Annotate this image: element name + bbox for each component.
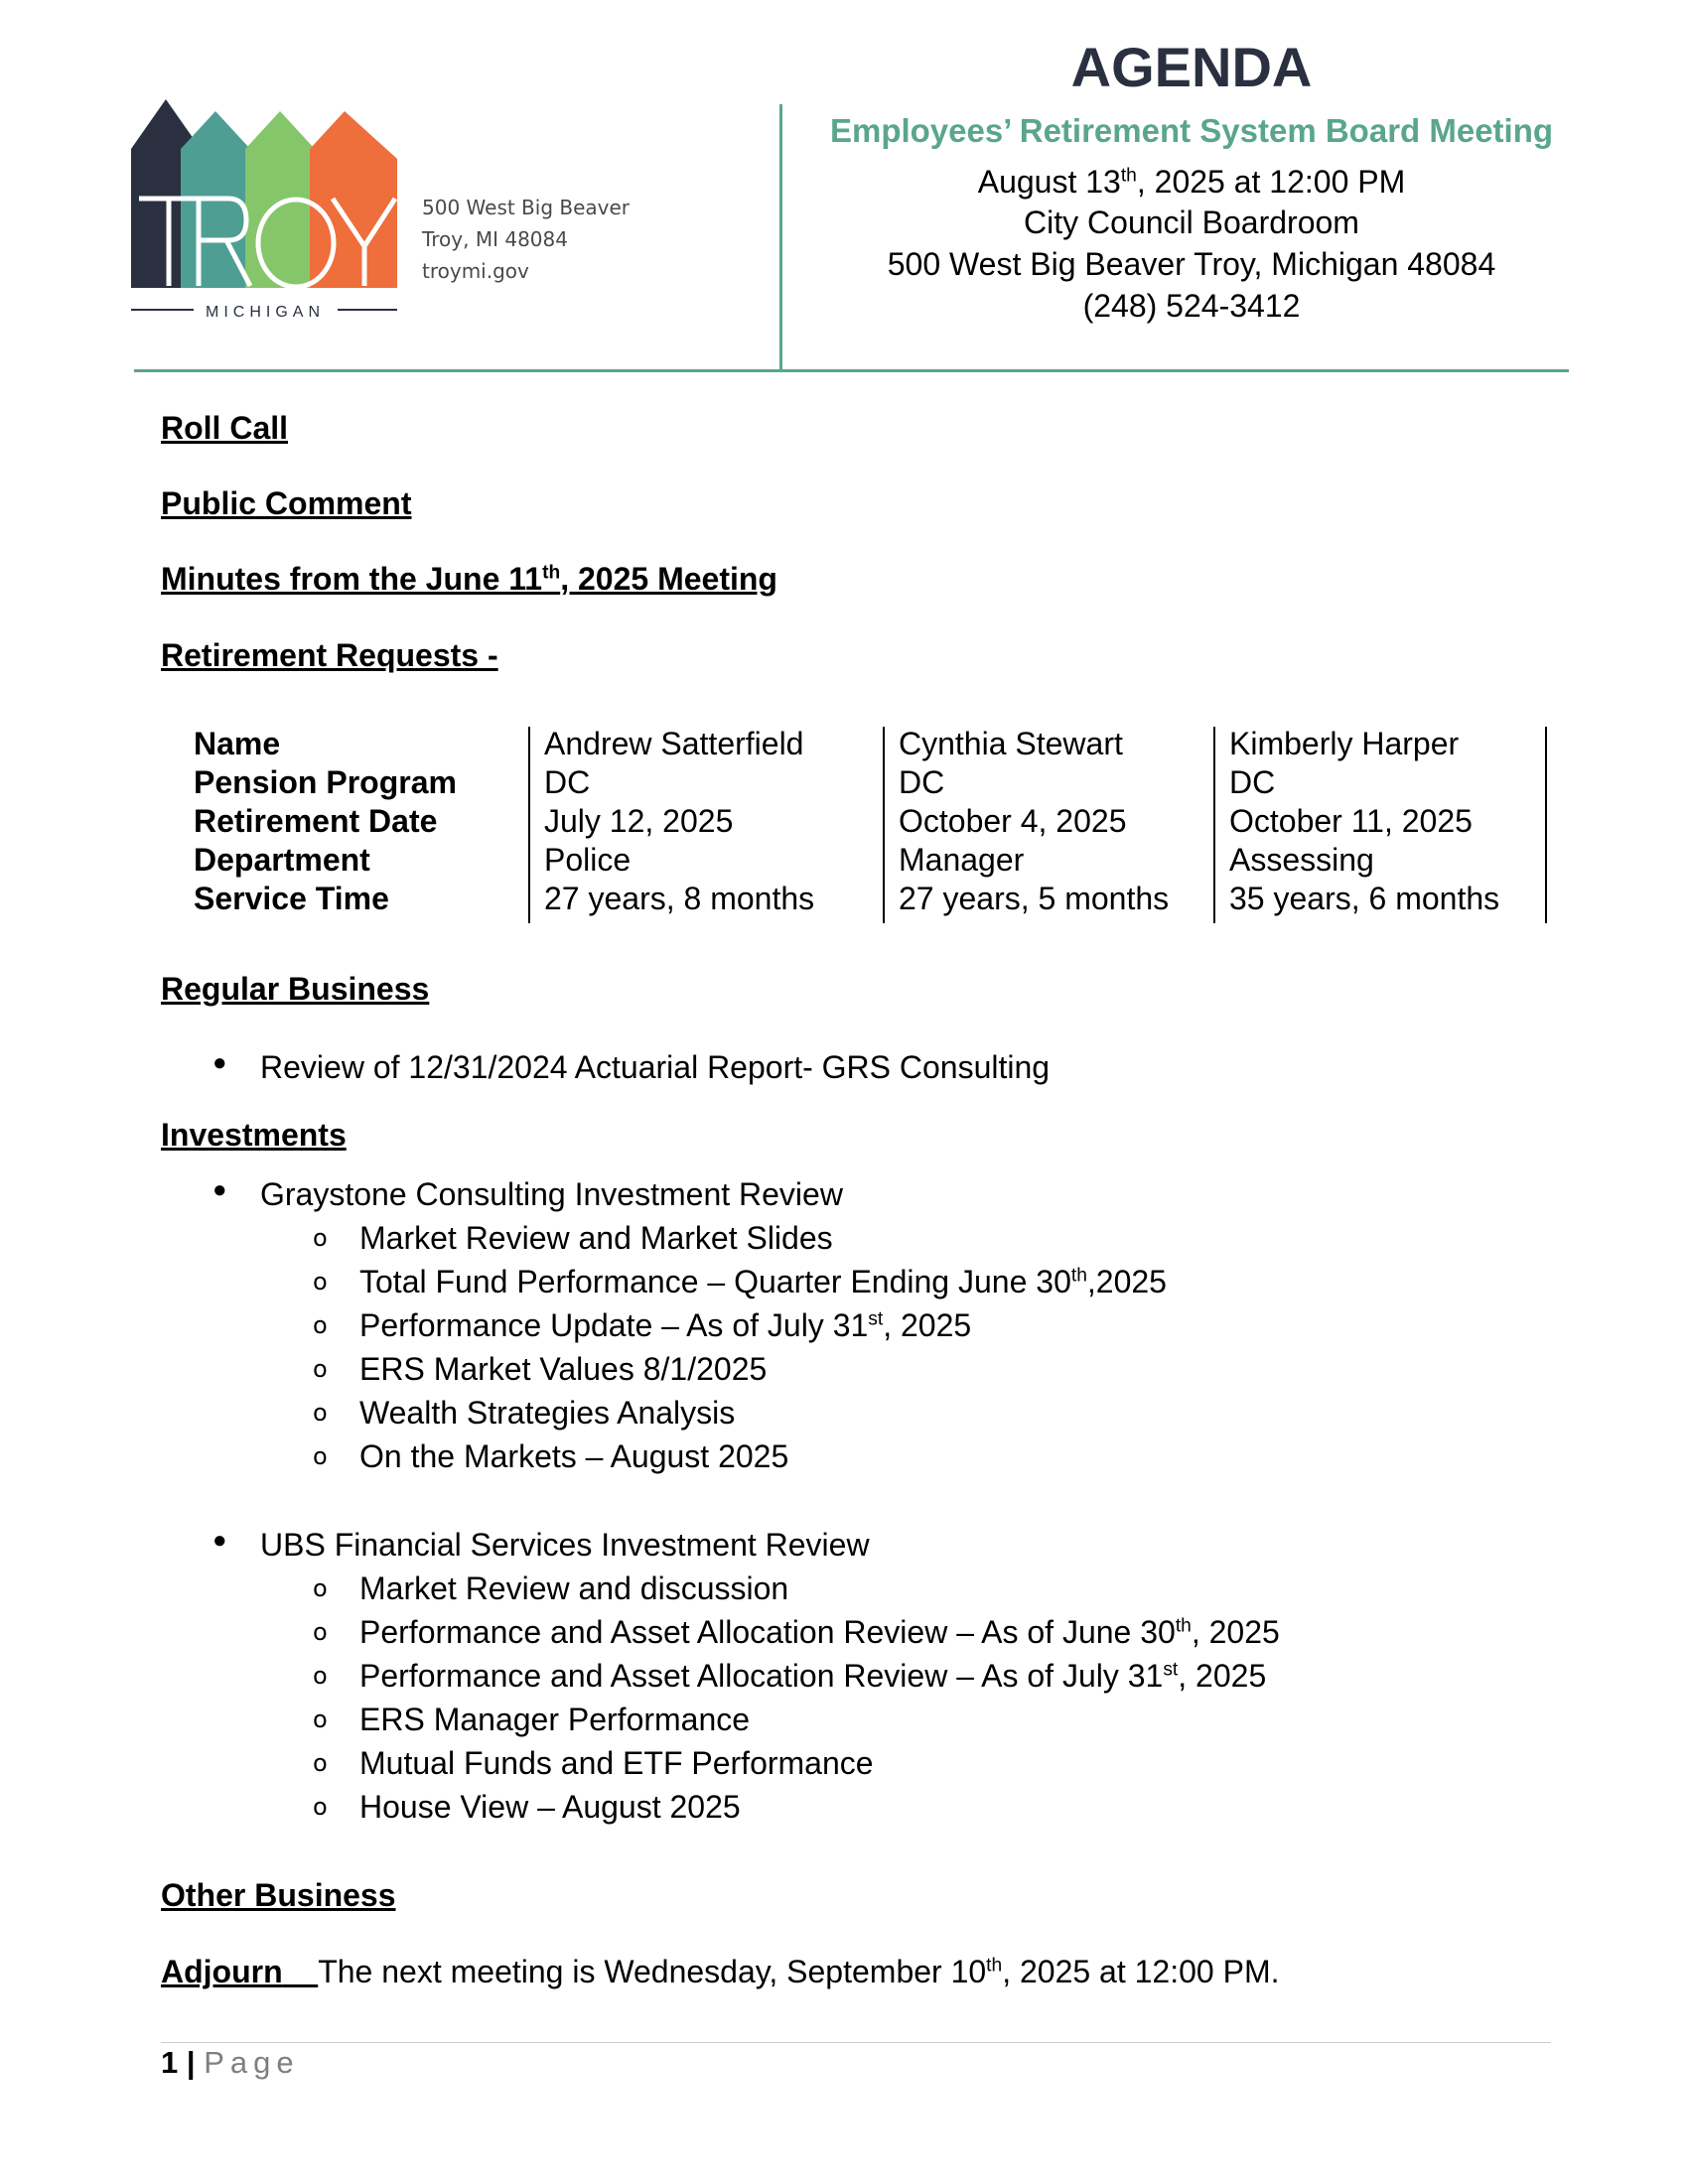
sub-list-item: o Performance and Asset Allocation Review – As of July 31st, 2025 (313, 1658, 1267, 1694)
board-name: Employees’ Retirement System Board Meeting (829, 112, 1554, 149)
column-divider (1545, 727, 1547, 923)
sub-list-item: o House View – August 2025 (313, 1789, 741, 1825)
logo-sub-text: MICHIGAN (206, 304, 325, 321)
page-word: Page (204, 2045, 300, 2080)
list-item: ● Graystone Consulting Investment Review (212, 1176, 843, 1212)
table-cell: Police (544, 842, 632, 878)
page-title: AGENDA (1070, 36, 1313, 98)
section-other-business: Other Business (161, 1877, 396, 1913)
circle-bullet-icon: o (313, 1793, 328, 1821)
sub-list-item: o ERS Market Values 8/1/2025 (313, 1351, 768, 1387)
retirement-table-labels (194, 725, 457, 918)
circle-bullet-icon: o (313, 1574, 328, 1602)
table-cell: October 11, 2025 (1229, 803, 1473, 839)
sub-list-item: o Market Review and discussion (313, 1570, 789, 1606)
meeting-location: City Council Boardroom (1024, 205, 1359, 240)
section-retirement-requests: Retirement Requests - (161, 637, 498, 673)
bullet-icon: ● (212, 1176, 227, 1203)
circle-bullet-icon: o (313, 1749, 328, 1777)
address-block (422, 192, 630, 287)
adjourn-line (161, 1954, 1279, 1990)
retiree-column (1213, 725, 1499, 918)
circle-bullet-icon: o (313, 1399, 328, 1427)
header-divider (779, 104, 782, 372)
circle-bullet-icon: o (313, 1706, 328, 1733)
section-minutes: Minutes from the June 11th, 2025 Meeting (161, 561, 777, 597)
section-regular-business: Regular Business (161, 971, 430, 1007)
table-cell: Assessing (1229, 842, 1374, 878)
bullet-icon: ● (212, 1049, 227, 1076)
circle-bullet-icon: o (313, 1311, 328, 1339)
bullet-icon: ● (212, 1527, 227, 1554)
sub-list-item: o Mutual Funds and ETF Performance (313, 1745, 874, 1781)
row-label: Service Time (194, 881, 389, 916)
next-meeting-text: The next meeting is Wednesday, September 10th, 2025 at 12:00 PM. (318, 1954, 1280, 1989)
sub-list-item: o Performance and Asset Allocation Review – As of June 30th, 2025 (313, 1614, 1280, 1650)
list-item: ● UBS Financial Services Investment Review (212, 1527, 870, 1563)
table-cell: July 12, 2025 (544, 803, 734, 839)
footer-separator: | (186, 2045, 196, 2080)
section-public-comment: Public Comment (161, 485, 412, 521)
sub-list-item: o On the Markets – August 2025 (313, 1438, 789, 1474)
address-line: troymi.gov (422, 259, 529, 283)
header-rule (134, 369, 1569, 372)
table-cell: Cynthia Stewart (899, 726, 1123, 761)
meeting-phone: (248) 524-3412 (1082, 288, 1301, 324)
table-cell: 27 years, 8 months (544, 881, 815, 916)
table-cell: Kimberly Harper (1229, 726, 1460, 761)
table-cell: 35 years, 6 months (1229, 881, 1500, 916)
sub-list-item: o ERS Manager Performance (313, 1702, 751, 1737)
table-cell: Andrew Satterfield (544, 726, 804, 761)
table-cell: October 4, 2025 (899, 803, 1127, 839)
retiree-column (883, 725, 1169, 918)
troy-logo (129, 99, 402, 323)
footer-rule (161, 2042, 1551, 2043)
circle-bullet-icon: o (313, 1224, 328, 1252)
sub-list-item: o Market Review and Market Slides (313, 1220, 833, 1256)
list-item: ● Review of 12/31/2024 Actuarial Report- GRS Consulting (212, 1049, 1051, 1085)
sub-list-item: o Performance Update – As of July 31st, 2025 (313, 1307, 972, 1343)
circle-bullet-icon: o (313, 1662, 328, 1690)
table-cell: DC (1229, 764, 1276, 800)
table-cell: 27 years, 5 months (899, 881, 1170, 916)
circle-bullet-icon: o (313, 1355, 328, 1383)
table-cell: Manager (899, 842, 1025, 878)
address-line: Troy, MI 48084 (422, 227, 568, 251)
meeting-address: 500 West Big Beaver Troy, Michigan 48084 (887, 246, 1496, 282)
table-cell: DC (899, 764, 945, 800)
retiree-column (528, 725, 814, 918)
page-footer (161, 2045, 300, 2081)
sub-list-item: o Total Fund Performance – Quarter Ending June 30th,2025 (313, 1264, 1167, 1299)
section-roll-call: Roll Call (161, 410, 289, 446)
circle-bullet-icon: o (313, 1268, 328, 1296)
page-number: 1 (161, 2045, 179, 2080)
address-line: 500 West Big Beaver (422, 196, 631, 219)
circle-bullet-icon: o (313, 1442, 328, 1470)
sub-list-item: o Wealth Strategies Analysis (313, 1395, 736, 1431)
circle-bullet-icon: o (313, 1618, 328, 1646)
row-label: Pension Program (194, 764, 457, 800)
table-cell: DC (544, 764, 591, 800)
row-label: Department (194, 842, 370, 878)
section-investments: Investments (161, 1117, 347, 1153)
row-label: Retirement Date (194, 803, 438, 839)
meeting-date: August 13th, 2025 at 12:00 PM (977, 164, 1406, 200)
section-adjourn: Adjourn (161, 1954, 283, 1989)
row-label: Name (194, 726, 281, 761)
